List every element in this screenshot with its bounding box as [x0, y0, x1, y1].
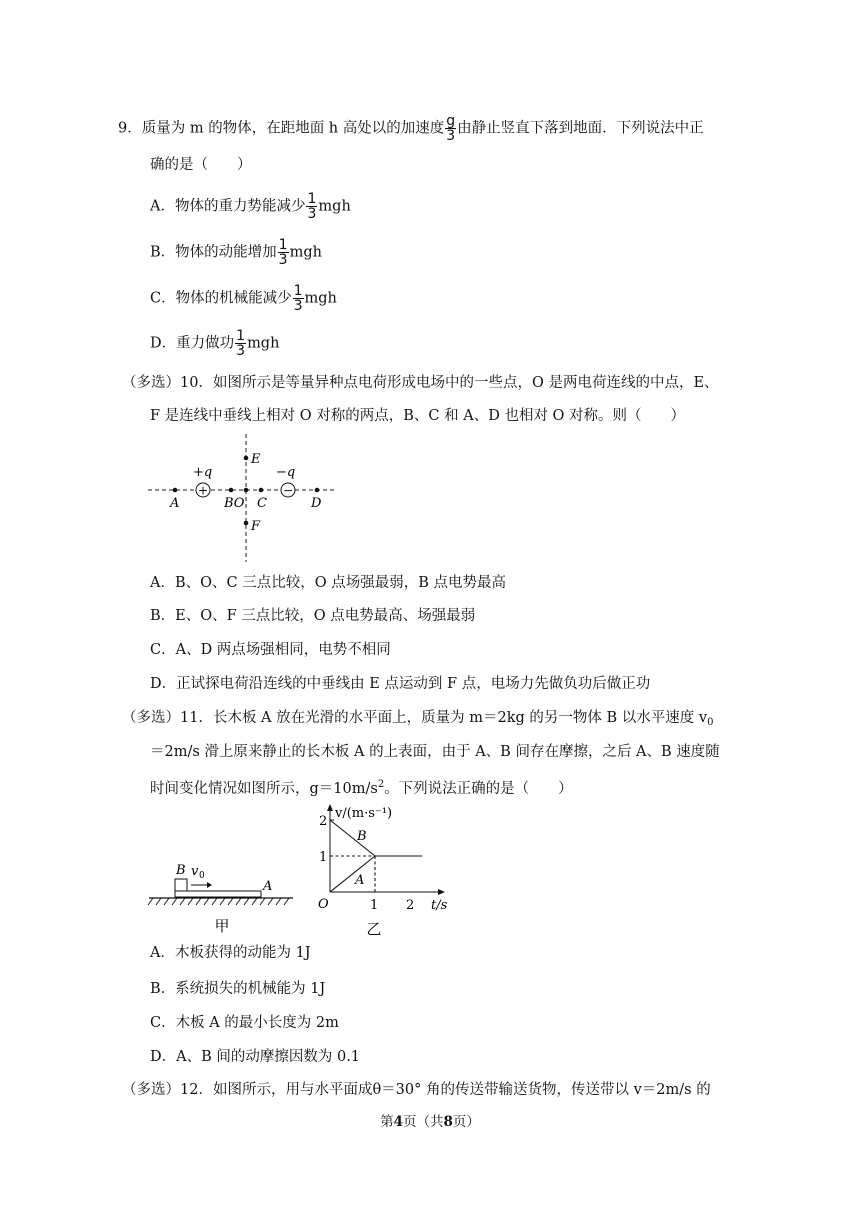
origin-label: O	[318, 897, 329, 912]
positive-charge-symbol: +	[197, 483, 209, 498]
q9-option-d: D．重力做功 $\frac{1}{3}$ mgh	[150, 328, 280, 359]
q9-option-c-fraction: $\frac{1}{3}$	[293, 283, 303, 314]
q11-option-c: C．木板 A 的最小长度为 2m	[150, 1015, 339, 1031]
negative-charge-symbol: −	[282, 483, 294, 498]
figure-caption-yi: 乙	[366, 920, 382, 938]
q11-stem-line1: （多选）11．长木板 A 放在光滑的水平面上，质量为 m＝2kg 的另一物体 B 以水平速度 $v_0$	[122, 710, 714, 728]
series-b-line	[330, 820, 375, 856]
label-f: F	[251, 519, 261, 534]
x-axis-arrow-icon	[438, 889, 445, 895]
y-axis-label: v/(m·s⁻¹)	[335, 806, 393, 821]
page-number: 4	[393, 1114, 403, 1130]
q11-board-figure	[145, 855, 300, 935]
q11-vt-chart	[305, 798, 465, 938]
point-c	[259, 488, 264, 493]
q10-stem-line1: （多选）10．如图所示是等量异种点电荷形成电场中的一些点，O 是两电荷连线的中点，E、	[122, 375, 719, 391]
label-bo: BO	[224, 496, 245, 511]
y-axis-arrow-icon	[327, 804, 333, 811]
x-tick-1: 1	[370, 898, 379, 913]
q11-stem-line2: ＝2m/s 滑上原来静止的长木板 A 的上表面，由于 A、B 间存在摩擦，之后 A、B 速度随	[150, 744, 720, 760]
point-a	[173, 488, 178, 493]
q12-stem-line1: （多选）12．如图所示，用与水平面成θ＝30° 角的传送带输送货物，传送带以 v＝2m/s 的	[122, 1082, 711, 1098]
q11-stem-line3: 时间变化情况如图所示，$g=10m/s^2$。下列说法正确的是（ ）	[150, 779, 573, 797]
q10-option-b: B．E、O、F 三点比较，O 点电势最高、场强最弱	[150, 608, 476, 624]
label-b: B	[176, 863, 186, 878]
label-d: D	[311, 496, 322, 511]
label-v-sub: 0	[199, 871, 205, 881]
q10-field-figure	[140, 432, 340, 567]
q9-option-c: C．物体的机械能减少 $\frac{1}{3}$ mgh	[150, 283, 337, 314]
y-tick-2: 2	[319, 814, 328, 829]
q9-stem-line1	[118, 114, 704, 143]
q9-option-b: B．物体的动能增加 $\frac{1}{3}$ mgh	[150, 237, 322, 268]
label-a: A	[263, 879, 273, 894]
series-b-label: B	[357, 829, 367, 844]
q10-stem-line2: F 是连线中垂线上相对 O 对称的两点，B、C 和 A、D 也相对 O 对称。则（ ）	[150, 408, 686, 424]
q9-fraction-g-over-3: $\frac{g}{3}$	[446, 113, 456, 144]
q9-option-d-fraction: $\frac{1}{3}$	[236, 328, 246, 359]
q11-option-b: B．系统损失的机械能为 1J	[150, 981, 326, 997]
label-e: E	[251, 452, 261, 467]
label-minus-q: −q	[276, 465, 296, 480]
q11-option-a: A．木板获得的动能为 1J	[150, 945, 311, 961]
label-c: C	[257, 496, 267, 511]
q9-stem-line2: 确的是（ ）	[150, 157, 252, 173]
point-d	[315, 488, 320, 493]
label-v: v	[191, 864, 199, 879]
x-axis-label: t/s	[431, 898, 448, 913]
point-e	[244, 456, 249, 461]
q9-option-a-fraction: $\frac{1}{3}$	[307, 191, 317, 222]
q9-option-a: A．物体的重力势能减少 $\frac{1}{3}$ mgh	[150, 191, 351, 222]
page-total: 8	[443, 1114, 453, 1130]
series-a-label: A	[355, 873, 365, 888]
q10-option-a: A．B、O、C 三点比较，O 点场强最弱，B 点电势最高	[150, 575, 506, 591]
q10-option-d: D．正试探电荷沿连线的中垂线由 E 点运动到 F 点，电场力先做负功后做正功	[150, 676, 651, 692]
block-b	[175, 879, 187, 891]
ground-hatching	[148, 898, 289, 905]
q9-stem-text-a: 9．质量为 m 的物体，在距地面 h 高处以的加速度	[118, 120, 445, 137]
point-f	[244, 521, 249, 526]
label-plus-q: +q	[193, 465, 213, 480]
series-a-line	[330, 856, 375, 892]
q11-option-d: D．A、B 间的动摩擦因数为 0.1	[150, 1049, 361, 1065]
point-b	[229, 488, 234, 493]
board-a	[175, 891, 261, 897]
q9-stem-text-b: 由静止竖直下落到地面．下列说法中正	[457, 120, 704, 137]
figure-caption-jia: 甲	[214, 917, 230, 935]
q9-option-b-fraction: $\frac{1}{3}$	[278, 237, 288, 268]
point-o	[244, 488, 249, 493]
q10-option-c: C．A、D 两点场强相同，电势不相同	[150, 642, 391, 658]
velocity-arrowhead-icon	[207, 882, 212, 888]
y-tick-1: 1	[319, 850, 328, 865]
x-tick-2: 2	[406, 898, 415, 913]
label-a: A	[170, 496, 180, 511]
page-footer: 第4页（共8页）	[380, 1114, 480, 1130]
